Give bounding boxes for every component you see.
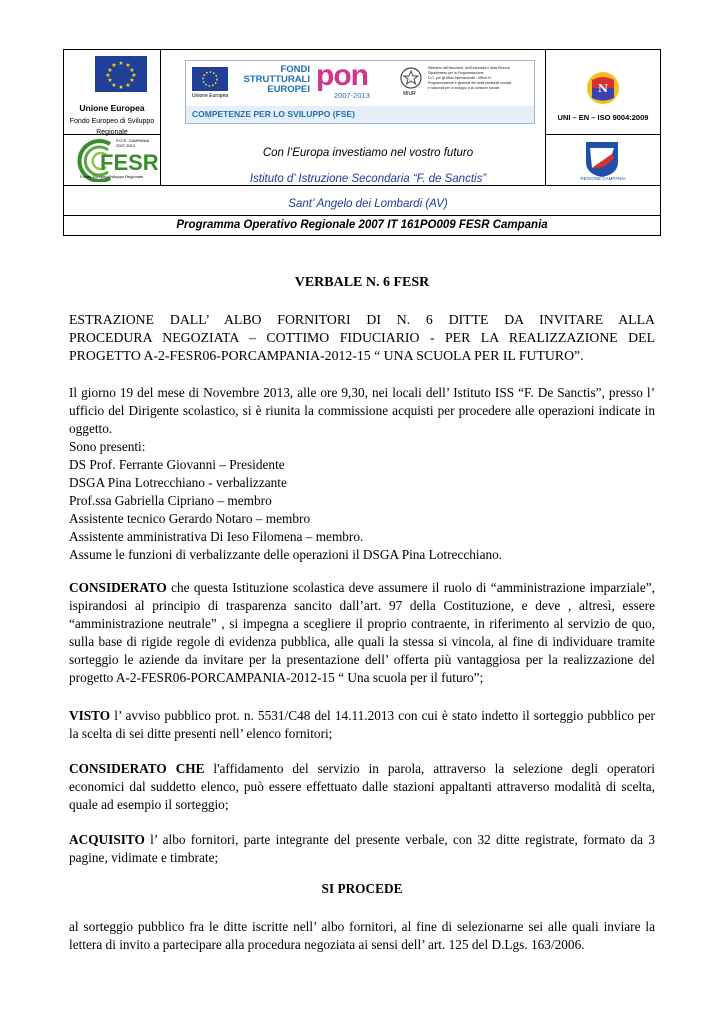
competenze-bar: [186, 106, 534, 123]
ministry-line-5: e nazionali per lo sviluppo e la coesione sociale: [428, 86, 500, 90]
intro-line-3: oggetto.: [69, 421, 113, 436]
motto: Con l’Europa investiamo nel vostro futuro: [262, 147, 474, 159]
fesr-logo: [70, 138, 159, 182]
document-title: VERBALE N. 6 FESR: [294, 275, 430, 290]
iso-label: UNI – EN – ISO 9004:2009: [557, 113, 649, 122]
fesr-sub: Fondo Europeo Sviluppo Regionale: [80, 174, 144, 179]
iso-certification-logo-icon: [586, 70, 620, 106]
ministry-line-3: D.G. per gli Affari Internazionali - Ufficio IV: [428, 76, 492, 80]
visto-keyword: VISTO: [69, 708, 111, 723]
program-title: Programma Operativo Regionale 2007 IT 161PO009 FESR Campania: [176, 219, 548, 231]
ministry-line-1: Ministero dell'Istruzione, dell'Università e della Ricerca: [428, 66, 510, 70]
svg-text:★: ★: [129, 77, 135, 84]
final-line-2: lettera di invito a partecipare alla procedura negoziata ai sensi dell’ art. 125 del D.Lgs. 163/2006.: [69, 937, 585, 952]
ministry-line-2: Dipartimento per la Programmazione: [428, 71, 484, 75]
considerato-line-4: sorteggio le aziende da invitare per la presentazione dell’ offerta più vantaggiosa per la realizzazione del: [69, 652, 655, 667]
eu-sub-2: Regionale: [96, 129, 128, 136]
considerato-first-line: che questa Istituzione scolastica deve assumere il ruolo di “amministrazione imparziale”,: [166, 580, 655, 595]
fondi-line-2: STRUTTURALI: [243, 74, 310, 85]
pon-years: 2007-2013: [334, 91, 370, 100]
acquisito-first-line: l’ albo fornitori, parte integrante del presente verbale, con 32 ditte registrate, formato da 3: [144, 832, 655, 847]
svg-text:★: ★: [111, 82, 117, 89]
considerato-line-5: progetto A-2-FESR06-PORCAMPANIA-2012-15 “ Una scuola per il futuro”;: [69, 670, 484, 685]
considerato-paragraph: [69, 579, 655, 687]
considerato-keyword: CONSIDERATO: [69, 580, 167, 595]
institute-location: Sant’ Angelo dei Lombardi (AV): [288, 198, 448, 210]
svg-text:★: ★: [125, 62, 131, 69]
eu-flag-small-icon: [192, 67, 228, 91]
svg-text:★: ★: [131, 72, 137, 79]
acquisito-line-1: pagine, vidimate e timbrate;: [69, 850, 219, 865]
present-line-5: Assistente tecnico Gerardo Notaro – membro: [69, 511, 311, 526]
intro-line-2: ufficio del Dirigente scolastico, si è riunita la commissione acquisti per procedere alle operazioni indicate in: [69, 403, 655, 418]
subject: [69, 311, 655, 365]
fesr-caption: [116, 138, 149, 148]
svg-text:★: ★: [111, 62, 117, 69]
present-line-1: Sono presenti:: [69, 439, 146, 454]
present-line-3: DSGA Pina Lotrecchiano - verbalizzante: [69, 475, 287, 490]
considerato-che-line-1: economici dal suddetto elenco, può essere effettuato dalle stazioni appaltanti attraverso modalità di scelta,: [69, 779, 655, 794]
svg-text:★: ★: [107, 77, 113, 84]
acquisito-paragraph: [69, 831, 655, 867]
eu-sub-1: Fondo Europeo di Sviluppo: [69, 118, 155, 125]
considerato-che-first-line: l'affidamento del servizio in parola, attraverso la selezione degli operatori: [204, 761, 656, 776]
miur-label: MIUR: [403, 91, 416, 97]
present-line-6: Assistente amministrativa Di Ieso Filomena – membro.: [69, 529, 364, 544]
svg-text:N: N: [597, 82, 609, 95]
subject-line-2: PROCEDURA NEGOZIATA – COTTIMO FIDUCIARIO - PER LA REALIZZAZIONE DEL: [69, 330, 655, 345]
subject-line-3: PROGETTO A-2-FESR06-PORCAMPANIA-2012-15 “ UNA SCUOLA PER IL FUTURO”.: [69, 348, 584, 363]
fesr-word: FESR: [100, 150, 159, 175]
svg-text:★: ★: [118, 60, 124, 67]
institute-name: Istituto d’ Istruzione Secondaria “F. de Sanctis”: [249, 173, 487, 185]
visto-first-line: l’ avviso pubblico prot. n. 5531/C48 del 14.11.2013 con cui è stato indetto il sorteggio pubblico per: [110, 708, 655, 723]
intro-line-1: Il giorno 19 del mese di Novembre 2013, alle ore 9,30, nei locali dell’ Istituto ISS “F. De Sanctis”, presso l’: [69, 385, 655, 400]
italian-emblem-icon: [400, 66, 422, 90]
pon-banner: [185, 60, 535, 124]
present-line-4: Prof.ssa Gabriella Cipriano – membro: [69, 493, 272, 508]
si-procede-heading: SI PROCEDE: [321, 881, 403, 896]
considerato-che-paragraph: [69, 760, 655, 814]
fondi-strutturali-label: [238, 65, 310, 95]
fesr-caption-2: 2007-2013: [116, 143, 136, 148]
considerato-che-line-2: quale ad esempio il sorteggio;: [69, 797, 229, 812]
acquisito-keyword: ACQUISITO: [69, 832, 145, 847]
regione-campania-shield-icon: [584, 140, 620, 178]
final-line-1: al sorteggio pubblico fra le ditte iscritte nell’ albo fornitori, al fine di selezionarne sei alle quali inviare la: [69, 919, 655, 934]
visto-line-1: la scelta di sei ditte presenti nell’ elenco fornitori;: [69, 726, 333, 741]
subject-line-1: ESTRAZIONE DALL’ ALBO FORNITORI DI N. 6 DITTE DA INVITARE ALLA: [69, 312, 655, 327]
svg-text:★: ★: [107, 67, 113, 74]
ministry-text: [428, 66, 532, 91]
considerato-line-2: “amministrazione neutrale” , si impegna a scegliere il proprio contraente, in riferimento al servizio de quo,: [69, 616, 655, 631]
svg-text:★: ★: [125, 82, 131, 89]
ministry-line-4: Programmazione e gestione dei fondi strutturali europei: [428, 81, 512, 85]
letterhead-table: [63, 49, 661, 236]
present-line-2: DS Prof. Ferrante Giovanni – Presidente: [69, 457, 285, 472]
regione-label: REGIONE CAMPANIA: [580, 176, 626, 181]
fondi-line-3: EUROPEI: [267, 84, 310, 95]
considerato-che-keyword: CONSIDERATO CHE: [69, 761, 205, 776]
considerato-line-1: ispirandosi al principio di trasparenza sancito dall’art. 97 della Costituzione, e deve , altresì, essere: [69, 598, 655, 613]
svg-text:★: ★: [105, 72, 111, 79]
intro-paragraph: [69, 384, 655, 564]
considerato-line-3: sulla base di rigide regole di evidenza pubblica, alle quali la stessa si vincola, al fine di individuare tramite: [69, 634, 655, 649]
pon-logo: pon: [316, 59, 368, 92]
pon-eu-small: Unione Europea: [192, 93, 229, 99]
eu-flag-icon: [95, 56, 147, 92]
eu-label: Unione Europea: [79, 103, 145, 113]
fondi-line-1: FONDI: [280, 64, 310, 75]
final-paragraph: [69, 918, 655, 954]
svg-text:★: ★: [129, 67, 135, 74]
visto-paragraph: [69, 707, 655, 743]
competenze-label: COMPETENZE PER LO SVILUPPO (FSE): [192, 109, 355, 119]
present-line-7: Assume le funzioni di verbalizzante delle operazioni il DSGA Pina Lotrecchiano.: [69, 547, 503, 562]
svg-text:★: ★: [118, 84, 124, 91]
fesr-caption-1: P.O.R. CAMPANIA: [116, 138, 150, 143]
